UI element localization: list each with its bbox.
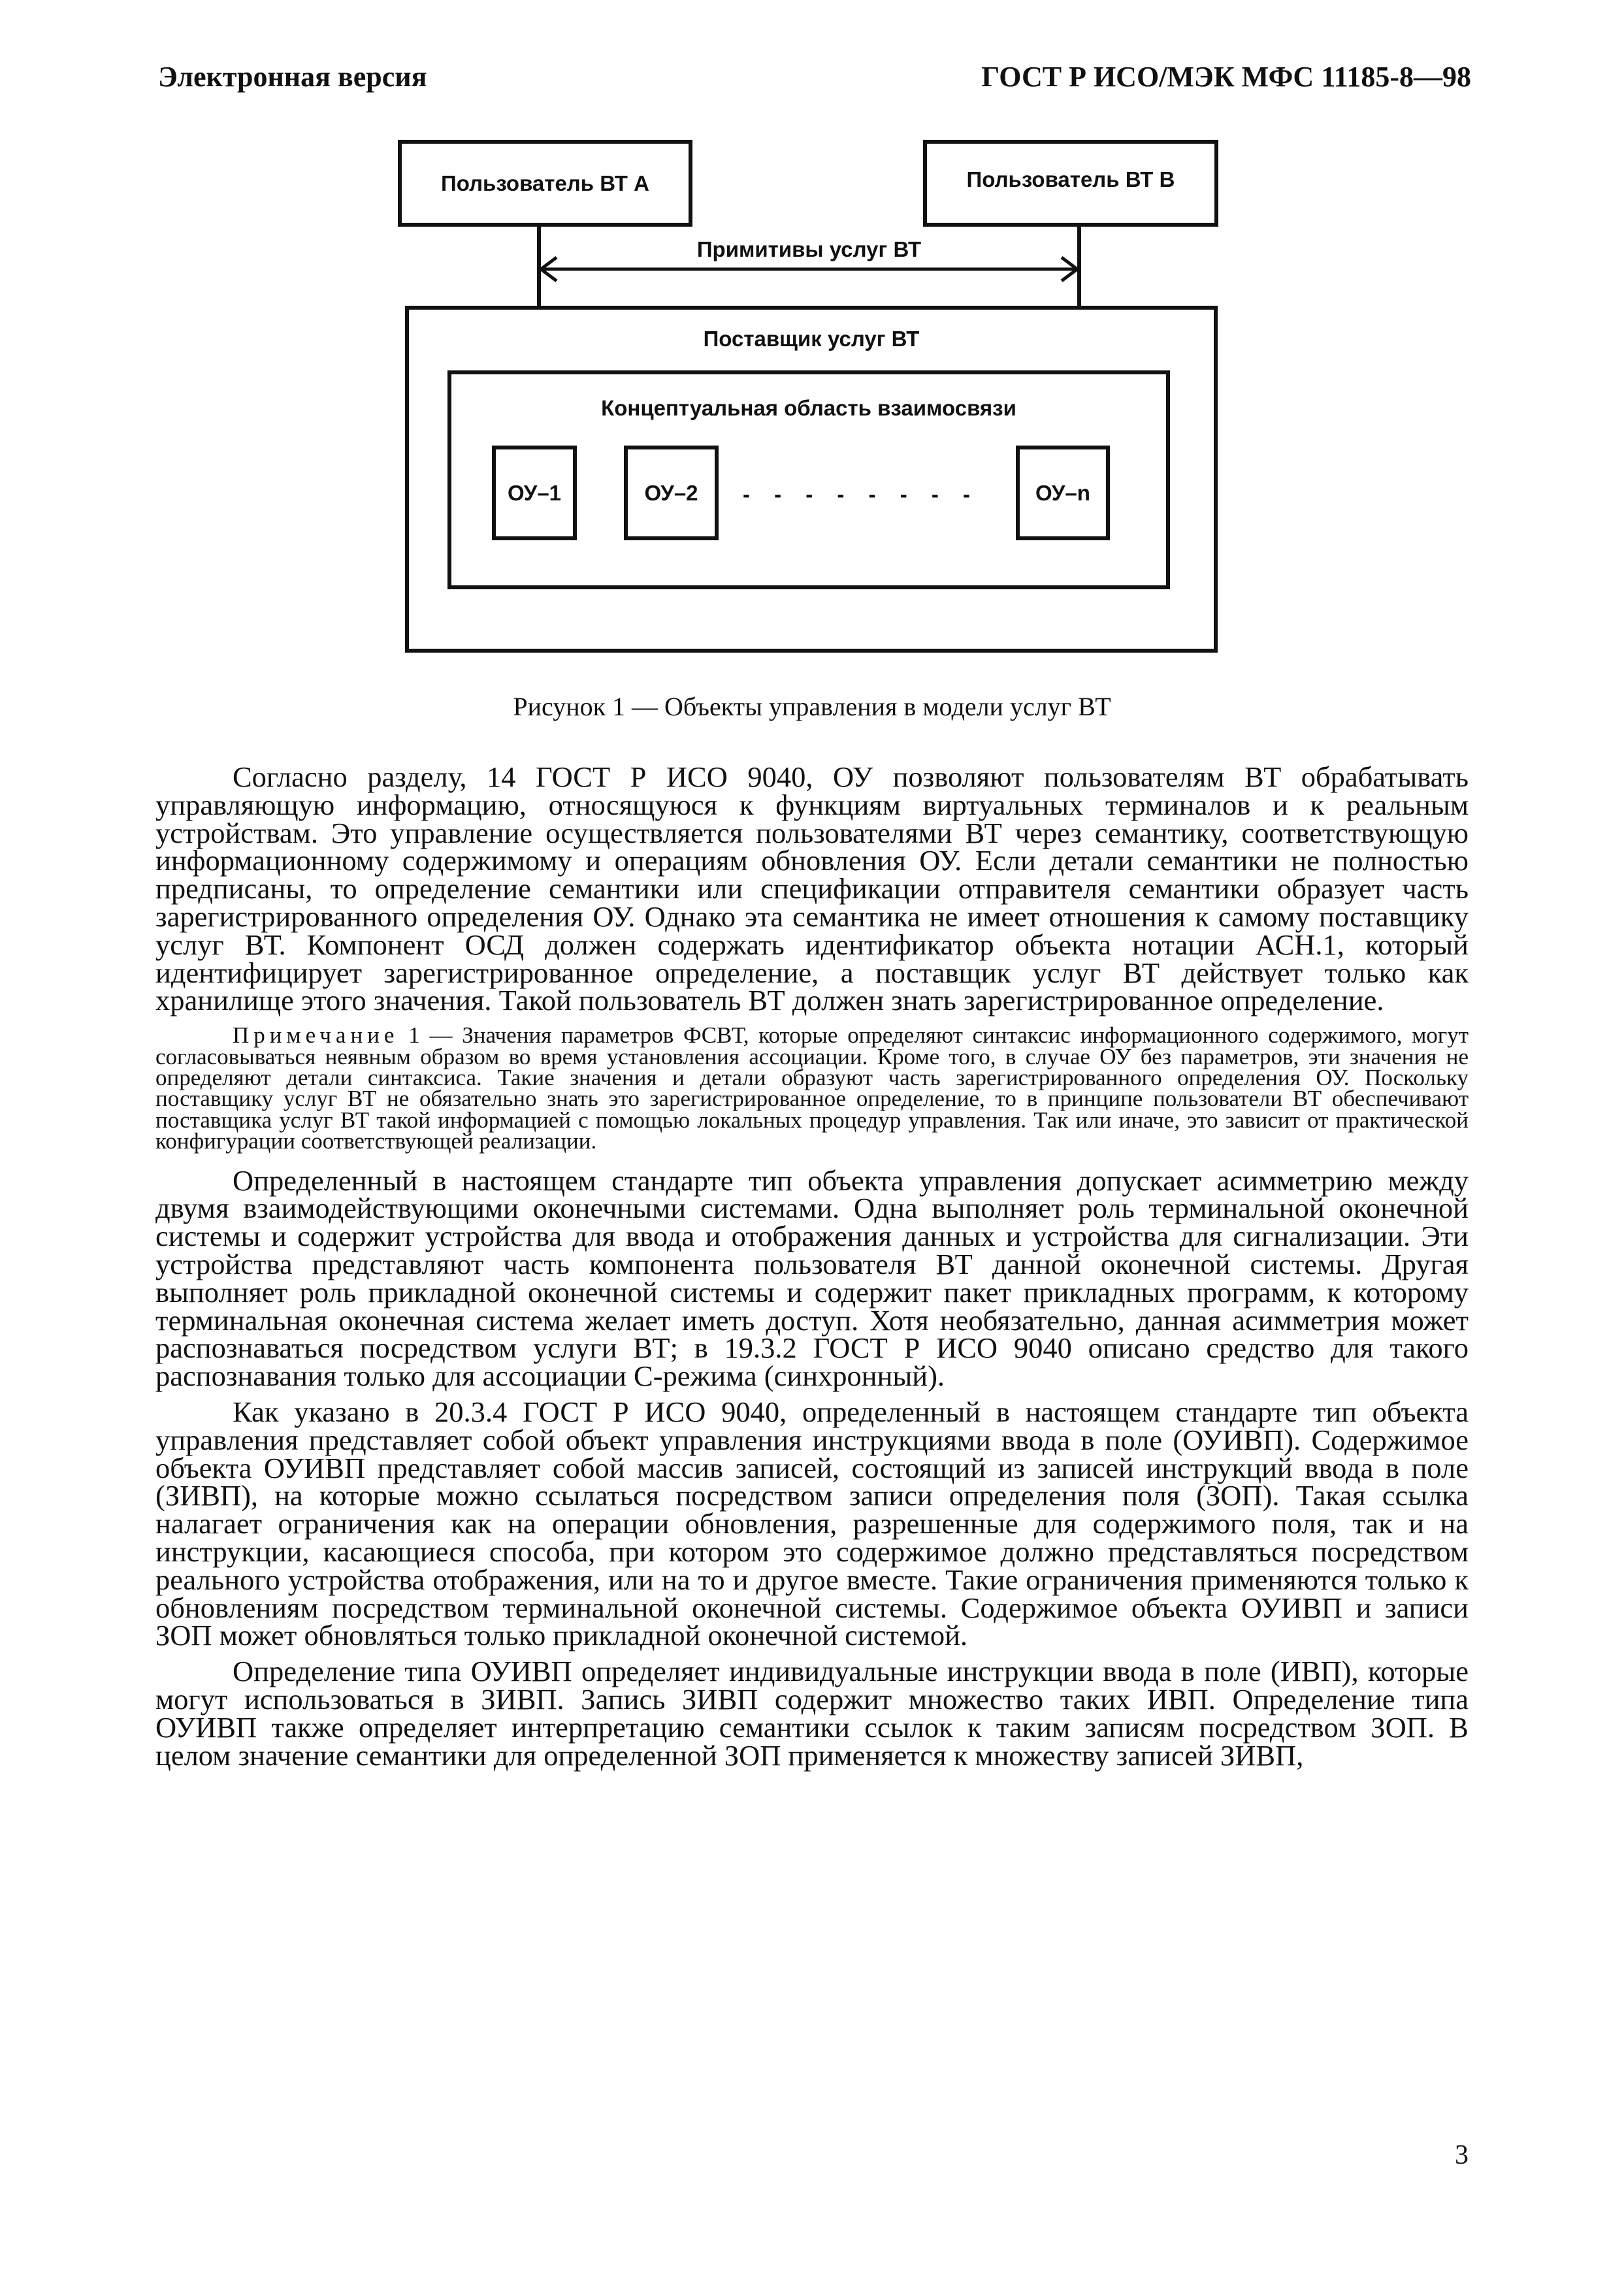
primitives-label: Примитивы услуг ВТ [696, 237, 922, 261]
ou-2-label: ОУ–2 [644, 481, 698, 505]
paragraph-4: Определение типа ОУИВП определяет индивидуальные инструкции ввода в поле (ИВП), которые могут использоваться в ЗИВП. Запись ЗИВП содержит множество таких ИВП. Определение типа ОУИВП также определяет интерпретацию семантики ссылок к таким записям посредством ЗОП. В целом значение семантики для определенной ЗОП применяется к множеству записей ЗИВП, [155, 1655, 1469, 1772]
paragraph-2: Определенный в настоящем стандарте тип объекта управления допускает асимметрию между двумя взаимодействующими оконечными системами. Одна выполняет роль терминальной оконечной системы и содержит устройства для ввода и отображения данных и устройства для сигнализации. Эти устройства представляют часть компонента пользователя ВТ данной оконечной системы. Другая выполняет роль прикладной оконечной системы и содержит пакет прикладных программ, к которому терминальная оконечная система желает иметь доступ. Хотя необязательно, данная асимметрия может распознаваться посредством услуги ВТ; в 19.3.2 ГОСТ Р ИСО 9040 описано средство для такого распознавания только для ассоциации С-режима (синхронный). [155, 1164, 1469, 1393]
note-label: Примечание [233, 1022, 399, 1049]
figure-caption: Рисунок 1 — Объекты управления в модели услуг ВТ [513, 692, 1111, 721]
note-text: 1 — Значения параметров ФСВТ, которые определяют синтаксис информационного содержимого, могут согласовываться неявным образом во время установления ассоциации. Кроме того, в случае ОУ без параметров, эти значения не определяют детали синтаксиса. Такие значения и детали образуют часть зарегистрированного определения ОУ. Поскольку поставщику услуг ВТ не обязательно знать это зарегистрированное определение, то в принципе пользователи ВТ обеспечивают поставщика услуг ВТ такой информацией с помощью локальных процедур управления. Так или иначе, это зависит от практической конфигурации соответствующей реализации. [155, 1022, 1469, 1154]
running-header-left: Электронная версия [158, 61, 427, 93]
running-header-right: ГОСТ Р ИСО/МЭК МФС 11185-8—98 [981, 61, 1471, 93]
conceptual-area-label: Концептуальная область взаимосвязи [601, 396, 1016, 420]
note-1 [155, 1022, 1469, 1154]
user-a-label: Пользователь ВТ А [441, 171, 649, 195]
paragraph-1: Согласно разделу, 14 ГОСТ Р ИСО 9040, ОУ позволяют пользователям ВТ обрабатывать управляющую информацию, относящуюся к функциям виртуальных терминалов и к реальным устройствам. Это управление осуществляется пользователями ВТ через семантику, соответствующую информационному содержимому и операциям обновления ОУ. Если детали семантики не полностью предписаны, то определение семантики или спецификации отправителя семантики образует часть зарегистрированного определения ОУ. Однако эта семантика не имеет отношения к самому поставщику услуг ВТ. Компонент ОСД должен содержать идентификатор объекта нотации АСН.1, который идентифицирует зарегистрированное определение, а поставщик услуг ВТ действует только как хранилище этого значения. Такой пользователь ВТ должен знать зарегистрированное определение. [155, 760, 1469, 1017]
paragraph-3: Как указано в 20.3.4 ГОСТ Р ИСО 9040, определенный в настоящем стандарте тип объекта управления представляет собой объект управления инструкциями ввода в поле (ОУИВП). Содержимое объекта ОУИВП представляет собой массив записей, состоящий из записей инструкций ввода в поле (ЗИВП), на которые можно ссылаться посредством записи определения поля (ЗОП). Такая ссылка налагает ограничения как на операции обновления, разрешенные для содержимого поля, так и на инструкции, касающиеся способа, при котором это содержимое должно представляться посредством реального устройства отображения, или на то и другое вместе. Такие ограничения применяются только к обновлениям посредством терминальной оконечной системы. Содержимое объекта ОУИВП и записи ЗОП может обновляться только прикладной оконечной системой. [155, 1395, 1469, 1652]
ou-1-label: ОУ–1 [507, 481, 562, 505]
provider-label: Поставщик услуг ВТ [703, 327, 920, 351]
user-b-label: Пользователь ВТ В [966, 167, 1175, 191]
ellipsis-dashes: - - - - - - - - [742, 482, 980, 506]
page-number: 3 [1455, 2140, 1469, 2170]
ou-n-label: ОУ–n [1035, 481, 1090, 505]
body-text [155, 760, 1469, 1777]
figure-1 [0, 0, 1624, 660]
